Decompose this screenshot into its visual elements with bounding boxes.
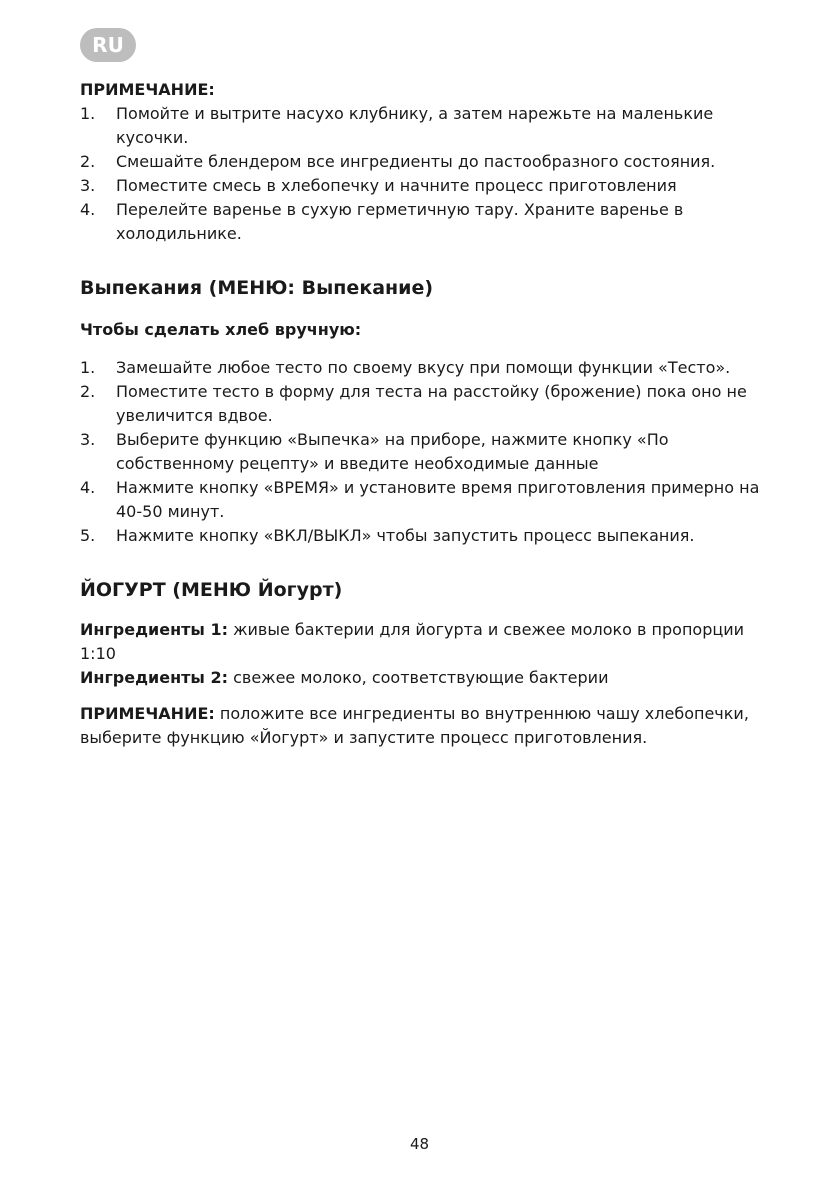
note-title: ПРИМЕЧАНИЕ:: [80, 80, 215, 99]
baking-subheading: Чтобы сделать хлеб вручную:: [80, 320, 362, 339]
language-badge: RU: [80, 28, 136, 62]
ingredients-1-label: Ингредиенты 1:: [80, 620, 228, 639]
list-text: Поместите тесто в форму для теста на расстойку (брожение) пока оно не увеличится вдвое.: [116, 382, 747, 425]
baking-heading: Выпекания (МЕНЮ: Выпекание): [80, 277, 434, 299]
list-number: 1.: [80, 104, 96, 123]
list-number: 4.: [80, 478, 96, 497]
list-text: Выберите функцию «Выпечка» на приборе, нажмите кнопку «По собственному рецепту» и введите необходимые данные: [116, 430, 669, 473]
list-number: 4.: [80, 200, 96, 219]
list-number: 2.: [80, 152, 96, 171]
list-item: [80, 174, 760, 198]
list-text: Замешайте любое тесто по своему вкусу при помощи функции «Тесто».: [116, 358, 731, 377]
list-item: [80, 476, 760, 524]
yogurt-note-text: положите все ингредиенты во внутреннюю чашу хлебопечки, выберите функцию «Йогурт» и запустите процесс приготовления.: [80, 704, 749, 747]
yogurt-note-label: ПРИМЕЧАНИЕ:: [80, 704, 215, 723]
yogurt-heading: ЙОГУРТ (МЕНЮ Йогурт): [80, 579, 343, 601]
list-item: [80, 356, 760, 380]
page-content: [80, 78, 760, 750]
yogurt-note: [80, 702, 760, 750]
note-steps: [80, 102, 760, 246]
list-number: 3.: [80, 176, 96, 195]
page-number: 48: [409, 1135, 430, 1153]
list-item: [80, 150, 760, 174]
list-item: [80, 428, 760, 476]
list-text: Помойте и вытрите насухо клубнику, а затем нарежьте на маленькие кусочки.: [116, 104, 714, 147]
yogurt-ingredients-1: [80, 618, 760, 666]
list-text: Перелейте варенье в сухую герметичную тару. Храните варенье в холодильнике.: [116, 200, 684, 243]
list-number: 2.: [80, 382, 96, 401]
list-number: 3.: [80, 430, 96, 449]
list-item: [80, 198, 760, 246]
ingredients-2-label: Ингредиенты 2:: [80, 668, 228, 687]
ingredients-2-text: свежее молоко, соответствующие бактерии: [228, 668, 609, 687]
baking-steps: [80, 356, 760, 548]
yogurt-ingredients-2: [80, 666, 760, 690]
ingredients-1-text: живые бактерии для йогурта и свежее молоко в пропорции 1:10: [80, 620, 745, 663]
list-text: Нажмите кнопку «ВКЛ/ВЫКЛ» чтобы запустить процесс выпекания.: [116, 526, 695, 545]
list-text: Поместите смесь в хлебопечку и начните процесс приготовления: [116, 176, 677, 195]
list-number: 5.: [80, 526, 96, 545]
list-text: Нажмите кнопку «ВРЕМЯ» и установите время приготовления примерно на 40-50 минут.: [116, 478, 760, 521]
list-item: [80, 102, 760, 150]
list-text: Смешайте блендером все ингредиенты до пастообразного состояния.: [116, 152, 716, 171]
list-item: [80, 524, 760, 548]
list-number: 1.: [80, 358, 96, 377]
list-item: [80, 380, 760, 428]
